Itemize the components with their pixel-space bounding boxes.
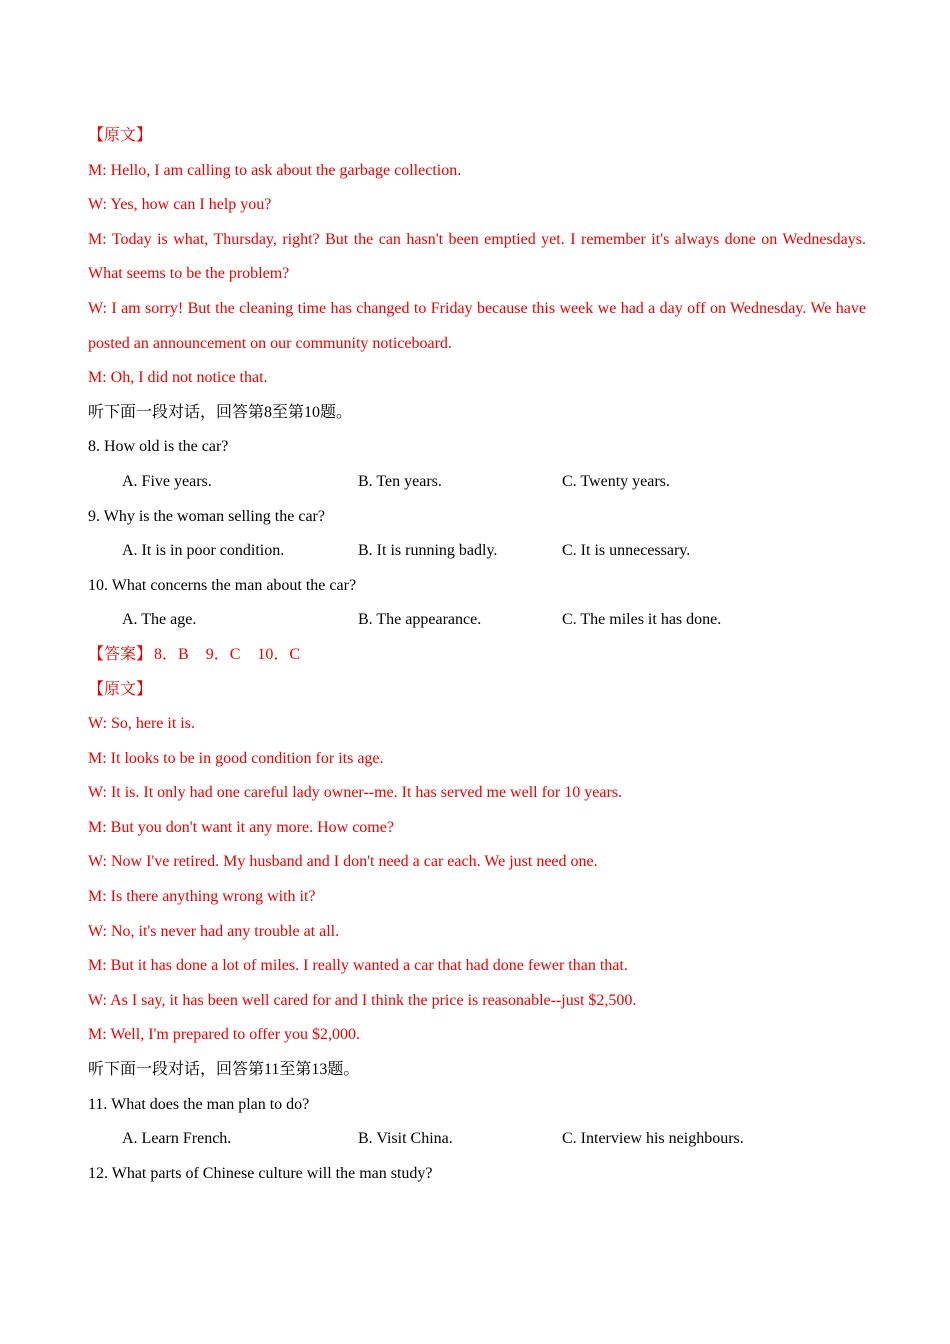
option-b: B. The appearance.	[358, 611, 482, 629]
option-c: C. Interview his neighbours.	[562, 1130, 744, 1148]
option-c: C. It is unnecessary.	[562, 542, 691, 560]
option-b: B. It is running badly.	[358, 542, 498, 560]
transcript-line: M: But it has done a lot of miles. I really wanted a car that had done fewer than that.	[88, 957, 628, 975]
answer-line	[88, 638, 866, 673]
option-b: B. Ten years.	[358, 472, 442, 490]
transcript-heading: 【原文】	[88, 680, 153, 698]
transcript-line: M: Hello, I am calling to ask about the garbage collection.	[88, 161, 462, 179]
option-a: A. It is in poor condition.	[122, 542, 285, 560]
option-b: B. Visit China.	[358, 1130, 453, 1148]
transcript-line: M: Is there anything wrong with it?	[88, 888, 316, 906]
option-a: A. The age.	[122, 611, 197, 629]
answer-label: 【答案】	[88, 645, 153, 663]
transcript-heading: 【原文】	[88, 127, 153, 144]
transcript-line: M: It looks to be in good condition for its age.	[88, 749, 384, 767]
document-content	[88, 119, 866, 1191]
transcript-line: M: Today is what, Thursday, right? But the can hasn't been emptied yet. I remember it's always done on Wednesdays. What seems to be the problem?	[88, 230, 866, 283]
listening-instruction: 听下面一段对话，回答第11至第13题。	[88, 1061, 360, 1079]
transcript-line: M: But you don't want it any more. How come?	[88, 818, 394, 836]
listening-instruction: 听下面一段对话，回答第8至第10题。	[88, 403, 353, 421]
options-row	[88, 1122, 866, 1157]
transcript-line: W: Yes, how can I help you?	[88, 196, 272, 214]
options-row	[88, 534, 866, 569]
transcript-line: M: Oh, I did not notice that.	[88, 369, 268, 387]
question-text: 12. What parts of Chinese culture will the man study?	[88, 1164, 433, 1182]
option-c: C. The miles it has done.	[562, 611, 722, 629]
transcript-line: W: As I say, it has been well cared for and I think the price is reasonable--just $2,500.	[88, 991, 637, 1009]
transcript-line: W: Now I've retired. My husband and I don't need a car each. We just need one.	[88, 853, 598, 871]
option-a: A. Learn French.	[122, 1130, 232, 1148]
question-text: 11. What does the man plan to do?	[88, 1095, 310, 1113]
options-row	[88, 465, 866, 500]
answer-item: 9．C	[205, 645, 241, 663]
answer-item: 8．B	[154, 645, 189, 663]
transcript-line: M: Well, I'm prepared to offer you $2,000.	[88, 1026, 361, 1044]
transcript-line: W: It is. It only had one careful lady owner--me. It has served me well for 10 years.	[88, 784, 623, 802]
question-text: 8. How old is the car?	[88, 438, 229, 456]
transcript-line: W: No, it's never had any trouble at all.	[88, 922, 340, 940]
option-a: A. Five years.	[122, 472, 212, 490]
option-c: C. Twenty years.	[562, 472, 670, 490]
options-row	[88, 603, 866, 638]
transcript-line: W: I am sorry! But the cleaning time has changed to Friday because this week we had a day off on Wednesday. We have posted an announcement on our community noticeboard.	[88, 299, 866, 352]
answer-item: 10．C	[257, 645, 301, 663]
transcript-line: W: So, here it is.	[88, 715, 195, 733]
question-text: 9. Why is the woman selling the car?	[88, 507, 325, 525]
question-text: 10. What concerns the man about the car?	[88, 576, 357, 594]
